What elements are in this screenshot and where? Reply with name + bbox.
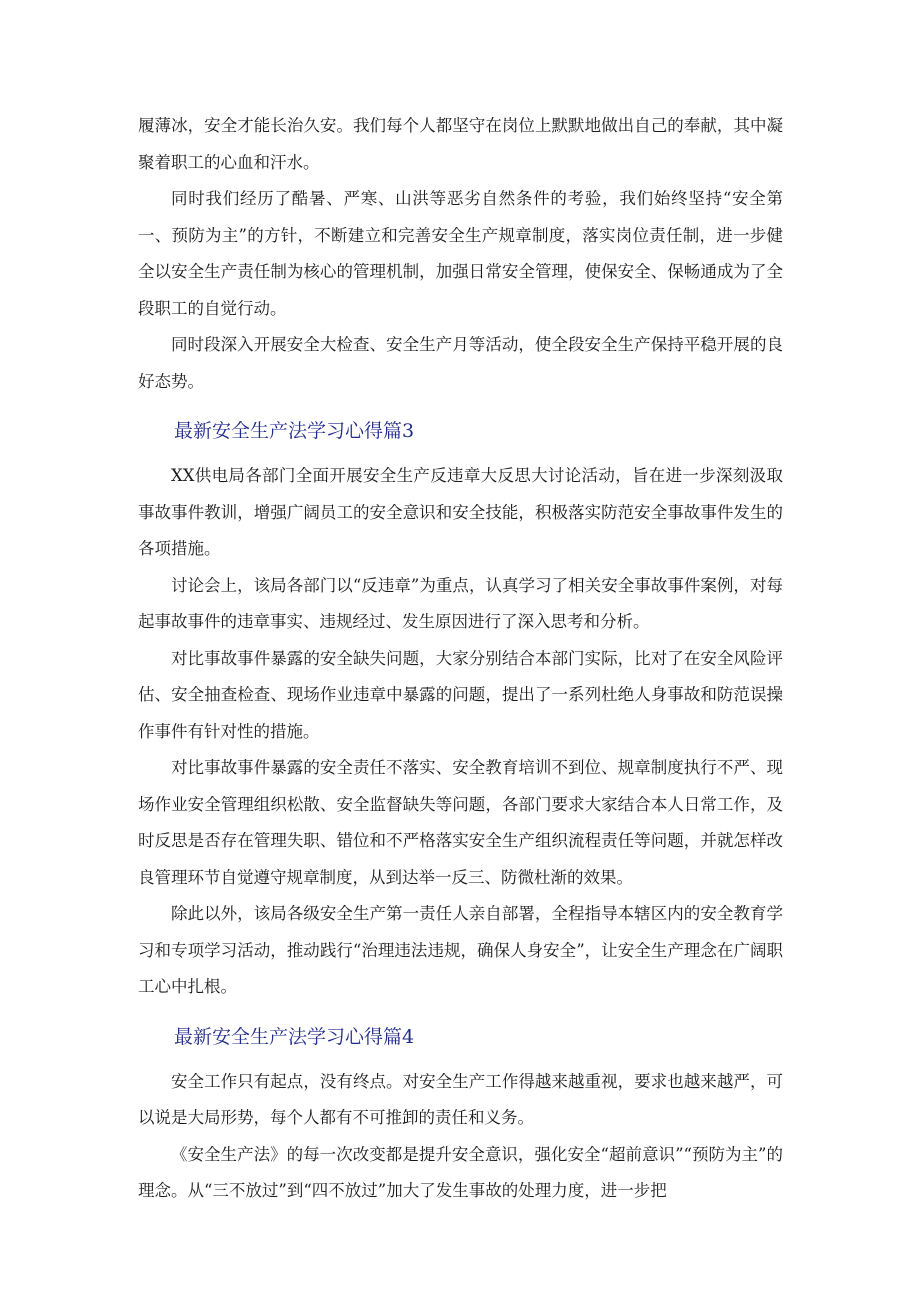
paragraph: 对比事故事件暴露的安全缺失问题，大家分别结合本部门实际，比对了在安全风险评估、安全抽查检查、现场作业违章中暴露的问题，提出了一系列杜绝人身事故和防范误操作事件有针对性的措施。 (138, 648, 783, 741)
document-body (138, 108, 783, 1210)
paragraph: 安全工作只有起点，没有终点。对安全生产工作得越来越重视，要求也越来越严，可以说是大局形势，每个人都有不可推卸的责任和义务。 (138, 1071, 783, 1127)
paragraph: 对比事故事件暴露的安全责任不落实、安全教育培训不到位、规章制度执行不严、现场作业安全管理组织松散、安全监督缺失等问题，各部门要求大家结合本人日常工作，及时反思是否存在管理失职、错位和不严格落实安全生产组织流程责任等问题，并就怎样改良管理环节自觉遵守规章制度，从到达举一反三、防微杜渐的效果。 (138, 758, 783, 887)
section-heading: 最新安全生产法学习心得篇4 (174, 1025, 415, 1048)
section-heading: 最新安全生产法学习心得篇3 (174, 420, 415, 442)
paragraph: 同时段深入开展安全大检查、安全生产月等活动，使全段安全生产保持平稳开展的良好态势。 (138, 335, 783, 391)
paragraph: 讨论会上，该局各部门以“反违章”为重点，认真学习了相关安全事故事件案例，对每起事故事件的违章事实、违规经过、发生原因进行了深入思考和分析。 (138, 575, 783, 631)
paragraph: 履薄冰，安全才能长治久安。我们每个人都坚守在岗位上默默地做出自己的奉献，其中凝聚着职工的心血和汗水。 (138, 116, 783, 172)
paragraph: 《安全生产法》的每一次改变都是提升安全意识，强化安全“超前意识”“预防为主”的理念。从“三不放过”到“四不放过”加大了发生事故的处理力度，进一步把 (138, 1144, 783, 1200)
paragraph: 同时我们经历了酷暑、严寒、山洪等恶劣自然条件的考验，我们始终坚持“安全第一、预防为主”的方针，不断建立和完善安全生产规章制度，落实岗位责任制，进一步健全以安全生产责任制为核心的管理机制，加强日常安全管理，使保安全、保畅通成为了全段职工的自觉行动。 (138, 189, 783, 318)
paragraph: XX供电局各部门全面开展安全生产反违章大反思大讨论活动，旨在进一步深刻汲取事故事件教训，增强广阔员工的安全意识和安全技能，积极落实防范安全事故事件发生的各项措施。 (138, 466, 783, 558)
paragraph: 除此以外，该局各级安全生产第一责任人亲自部署，全程指导本辖区内的安全教育学习和专项学习活动，推动践行“治理违法违规，确保人身安全”，让安全生产理念在广阔职工心中扎根。 (138, 904, 783, 996)
